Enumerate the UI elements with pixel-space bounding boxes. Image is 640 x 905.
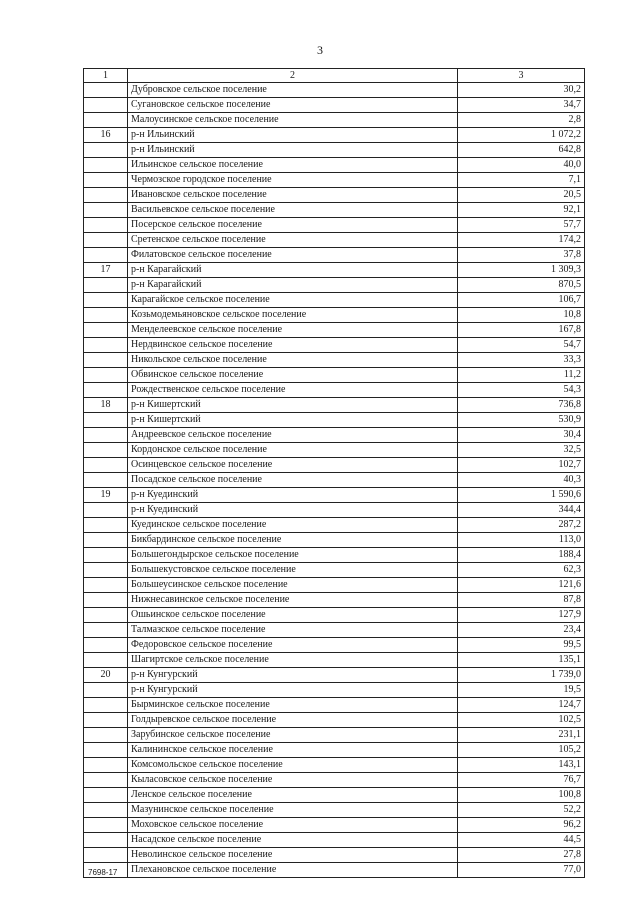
row-number-cell — [84, 413, 128, 428]
row-name-cell: Нердвинское сельское поселение — [128, 338, 458, 353]
table-row — [84, 473, 585, 488]
row-name-cell: Комсомольское сельское поселение — [128, 758, 458, 773]
table-row — [84, 608, 585, 623]
row-number-cell — [84, 503, 128, 518]
row-name-cell: Дубровское сельское поселение — [128, 83, 458, 98]
row-number-cell: 18 — [84, 398, 128, 413]
row-number-cell: 16 — [84, 128, 128, 143]
row-value-cell: 121,6 — [458, 578, 585, 593]
table-row — [84, 143, 585, 158]
row-value-cell: 174,2 — [458, 233, 585, 248]
row-name-cell: Куединское сельское поселение — [128, 518, 458, 533]
row-number-cell — [84, 593, 128, 608]
row-value-cell: 870,5 — [458, 278, 585, 293]
row-value-cell: 100,8 — [458, 788, 585, 803]
row-name-cell: Нижнесавинское сельское поселение — [128, 593, 458, 608]
row-name-cell: Большеусинское сельское поселение — [128, 578, 458, 593]
row-name-cell: Чермозское городское поселение — [128, 173, 458, 188]
row-number-cell — [84, 368, 128, 383]
row-value-cell: 54,7 — [458, 338, 585, 353]
row-name-cell: Ивановское сельское поселение — [128, 188, 458, 203]
page-number: 3 — [317, 43, 323, 57]
row-number-cell — [84, 203, 128, 218]
row-number-cell — [84, 623, 128, 638]
row-value-cell: 76,7 — [458, 773, 585, 788]
table-row — [84, 533, 585, 548]
row-name-cell: Посерское сельское поселение — [128, 218, 458, 233]
row-number-cell — [84, 833, 128, 848]
row-name-cell: Ленское сельское поселение — [128, 788, 458, 803]
row-value-cell: 40,3 — [458, 473, 585, 488]
row-name-cell: Моховское сельское поселение — [128, 818, 458, 833]
row-value-cell: 19,5 — [458, 683, 585, 698]
table-row — [84, 623, 585, 638]
table-row — [84, 788, 585, 803]
table-row — [84, 863, 585, 878]
row-number-cell — [84, 563, 128, 578]
row-number-cell — [84, 683, 128, 698]
table-row — [84, 293, 585, 308]
row-value-cell: 40,0 — [458, 158, 585, 173]
table-row — [84, 548, 585, 563]
row-number-cell — [84, 803, 128, 818]
row-name-cell: р-н Кишертский — [128, 398, 458, 413]
row-value-cell: 52,2 — [458, 803, 585, 818]
row-name-cell: Сугановское сельское поселение — [128, 98, 458, 113]
row-number-cell — [84, 518, 128, 533]
row-number-cell — [84, 578, 128, 593]
column-header-value: 3 — [458, 69, 585, 83]
table-row — [84, 398, 585, 413]
row-value-cell: 30,2 — [458, 83, 585, 98]
row-name-cell: Посадское сельское поселение — [128, 473, 458, 488]
row-name-cell: Филатовское сельское поселение — [128, 248, 458, 263]
row-name-cell: р-н Карагайский — [128, 263, 458, 278]
table-body — [84, 83, 585, 878]
row-value-cell: 27,8 — [458, 848, 585, 863]
row-name-cell: Большегондырское сельское поселение — [128, 548, 458, 563]
row-number-cell — [84, 443, 128, 458]
table-row — [84, 458, 585, 473]
table-row — [84, 803, 585, 818]
row-value-cell: 102,7 — [458, 458, 585, 473]
row-name-cell: Талмазское сельское поселение — [128, 623, 458, 638]
document-code: 7698-17 — [88, 868, 118, 877]
row-name-cell: Рождественское сельское поселение — [128, 383, 458, 398]
row-value-cell: 92,1 — [458, 203, 585, 218]
table-row — [84, 503, 585, 518]
row-number-cell — [84, 83, 128, 98]
row-number-cell — [84, 383, 128, 398]
row-number-cell — [84, 743, 128, 758]
row-number-cell — [84, 338, 128, 353]
data-table — [83, 68, 585, 878]
row-value-cell: 1 590,6 — [458, 488, 585, 503]
row-number-cell — [84, 308, 128, 323]
table-row — [84, 248, 585, 263]
column-header-number: 1 — [84, 69, 128, 83]
row-number-cell — [84, 533, 128, 548]
row-name-cell: Бикбардинское сельское поселение — [128, 533, 458, 548]
row-name-cell: р-н Карагайский — [128, 278, 458, 293]
table-header-row — [84, 69, 585, 83]
row-number-cell — [84, 653, 128, 668]
row-number-cell — [84, 353, 128, 368]
column-header-name: 2 — [128, 69, 458, 83]
table-row — [84, 833, 585, 848]
row-name-cell: р-н Кунгурский — [128, 683, 458, 698]
row-number-cell — [84, 848, 128, 863]
row-number-cell — [84, 173, 128, 188]
table-row — [84, 83, 585, 98]
row-name-cell: Федоровское сельское поселение — [128, 638, 458, 653]
row-value-cell: 1 072,2 — [458, 128, 585, 143]
row-name-cell: Малоусинское сельское поселение — [128, 113, 458, 128]
table-row — [84, 638, 585, 653]
row-value-cell: 44,5 — [458, 833, 585, 848]
row-name-cell: Ошьинское сельское поселение — [128, 608, 458, 623]
table-row — [84, 443, 585, 458]
row-name-cell: Зарубинское сельское поселение — [128, 728, 458, 743]
table-row — [84, 698, 585, 713]
row-name-cell: Насадское сельское поселение — [128, 833, 458, 848]
table-row — [84, 773, 585, 788]
table-row — [84, 338, 585, 353]
row-name-cell: Никольское сельское поселение — [128, 353, 458, 368]
row-name-cell: Козьмодемьяновское сельское поселение — [128, 308, 458, 323]
row-name-cell: Васильевское сельское поселение — [128, 203, 458, 218]
table-row — [84, 683, 585, 698]
table-row — [84, 728, 585, 743]
row-number-cell — [84, 458, 128, 473]
table-row — [84, 758, 585, 773]
row-value-cell: 62,3 — [458, 563, 585, 578]
row-number-cell — [84, 473, 128, 488]
table-row — [84, 218, 585, 233]
row-number-cell — [84, 608, 128, 623]
row-value-cell: 1 309,3 — [458, 263, 585, 278]
row-number-cell — [84, 143, 128, 158]
row-number-cell — [84, 218, 128, 233]
row-number-cell: 17 — [84, 263, 128, 278]
row-number-cell — [84, 773, 128, 788]
table-row — [84, 128, 585, 143]
row-name-cell: Сретенское сельское поселение — [128, 233, 458, 248]
row-number-cell — [84, 428, 128, 443]
row-name-cell: Неволинское сельское поселение — [128, 848, 458, 863]
table-row — [84, 518, 585, 533]
table-row — [84, 413, 585, 428]
row-number-cell — [84, 233, 128, 248]
row-value-cell: 344,4 — [458, 503, 585, 518]
row-value-cell: 37,8 — [458, 248, 585, 263]
row-value-cell: 2,8 — [458, 113, 585, 128]
row-value-cell: 34,7 — [458, 98, 585, 113]
row-number-cell — [84, 788, 128, 803]
table-row — [84, 743, 585, 758]
row-name-cell: р-н Куединский — [128, 503, 458, 518]
row-name-cell: Ильинское сельское поселение — [128, 158, 458, 173]
row-value-cell: 188,4 — [458, 548, 585, 563]
row-name-cell: Большекустовское сельское поселение — [128, 563, 458, 578]
row-value-cell: 127,9 — [458, 608, 585, 623]
row-name-cell: Шагиртское сельское поселение — [128, 653, 458, 668]
row-value-cell: 287,2 — [458, 518, 585, 533]
table-row — [84, 848, 585, 863]
row-value-cell: 102,5 — [458, 713, 585, 728]
row-value-cell: 135,1 — [458, 653, 585, 668]
row-value-cell: 124,7 — [458, 698, 585, 713]
row-value-cell: 77,0 — [458, 863, 585, 878]
row-value-cell: 7,1 — [458, 173, 585, 188]
row-value-cell: 10,8 — [458, 308, 585, 323]
row-value-cell: 106,7 — [458, 293, 585, 308]
row-value-cell: 11,2 — [458, 368, 585, 383]
row-name-cell: Осинцевское сельское поселение — [128, 458, 458, 473]
row-number-cell — [84, 248, 128, 263]
row-name-cell: Менделеевское сельское поселение — [128, 323, 458, 338]
table-row — [84, 653, 585, 668]
row-name-cell: р-н Кунгурский — [128, 668, 458, 683]
row-name-cell: Калининское сельское поселение — [128, 743, 458, 758]
row-value-cell: 736,8 — [458, 398, 585, 413]
row-value-cell: 96,2 — [458, 818, 585, 833]
row-value-cell: 143,1 — [458, 758, 585, 773]
table-row — [84, 713, 585, 728]
table-row — [84, 233, 585, 248]
table-row — [84, 353, 585, 368]
row-value-cell: 33,3 — [458, 353, 585, 368]
row-value-cell: 54,3 — [458, 383, 585, 398]
row-number-cell — [84, 698, 128, 713]
row-name-cell: Мазунинское сельское поселение — [128, 803, 458, 818]
row-number-cell — [84, 818, 128, 833]
row-number-cell — [84, 728, 128, 743]
row-number-cell — [84, 713, 128, 728]
row-name-cell: Кордонское сельское поселение — [128, 443, 458, 458]
row-name-cell: Карагайское сельское поселение — [128, 293, 458, 308]
row-number-cell — [84, 188, 128, 203]
table-row — [84, 488, 585, 503]
table-row — [84, 278, 585, 293]
table-row — [84, 563, 585, 578]
row-number-cell — [84, 758, 128, 773]
row-number-cell — [84, 638, 128, 653]
row-value-cell: 105,2 — [458, 743, 585, 758]
row-value-cell: 530,9 — [458, 413, 585, 428]
row-name-cell: Бырминское сельское поселение — [128, 698, 458, 713]
row-value-cell: 30,4 — [458, 428, 585, 443]
table-row — [84, 203, 585, 218]
table-row — [84, 428, 585, 443]
row-value-cell: 23,4 — [458, 623, 585, 638]
row-name-cell: Кыласовское сельское поселение — [128, 773, 458, 788]
table-row — [84, 308, 585, 323]
row-value-cell: 231,1 — [458, 728, 585, 743]
table-row — [84, 383, 585, 398]
row-value-cell: 99,5 — [458, 638, 585, 653]
row-number-cell: 19 — [84, 488, 128, 503]
row-value-cell: 57,7 — [458, 218, 585, 233]
table-row — [84, 173, 585, 188]
row-number-cell — [84, 98, 128, 113]
table-row — [84, 668, 585, 683]
row-name-cell: р-н Кишертский — [128, 413, 458, 428]
row-value-cell: 32,5 — [458, 443, 585, 458]
table-row — [84, 578, 585, 593]
row-number-cell — [84, 158, 128, 173]
row-number-cell — [84, 113, 128, 128]
row-number-cell — [84, 278, 128, 293]
row-value-cell: 113,0 — [458, 533, 585, 548]
table-row — [84, 113, 585, 128]
row-value-cell: 642,8 — [458, 143, 585, 158]
row-value-cell: 20,5 — [458, 188, 585, 203]
table-row — [84, 323, 585, 338]
table-row — [84, 593, 585, 608]
row-name-cell: Андреевское сельское поселение — [128, 428, 458, 443]
row-name-cell: Плехановское сельское поселение — [128, 863, 458, 878]
table-row — [84, 98, 585, 113]
row-value-cell: 1 739,0 — [458, 668, 585, 683]
row-number-cell: 20 — [84, 668, 128, 683]
row-name-cell: р-н Ильинский — [128, 128, 458, 143]
table-row — [84, 368, 585, 383]
row-value-cell: 167,8 — [458, 323, 585, 338]
row-name-cell: р-н Куединский — [128, 488, 458, 503]
row-value-cell: 87,8 — [458, 593, 585, 608]
row-number-cell — [84, 548, 128, 563]
row-name-cell: р-н Ильинский — [128, 143, 458, 158]
table-row — [84, 158, 585, 173]
row-name-cell: Голдыревское сельское поселение — [128, 713, 458, 728]
table-row — [84, 263, 585, 278]
table-row — [84, 188, 585, 203]
row-name-cell: Обвинское сельское поселение — [128, 368, 458, 383]
table-row — [84, 818, 585, 833]
row-number-cell — [84, 323, 128, 338]
row-number-cell — [84, 293, 128, 308]
